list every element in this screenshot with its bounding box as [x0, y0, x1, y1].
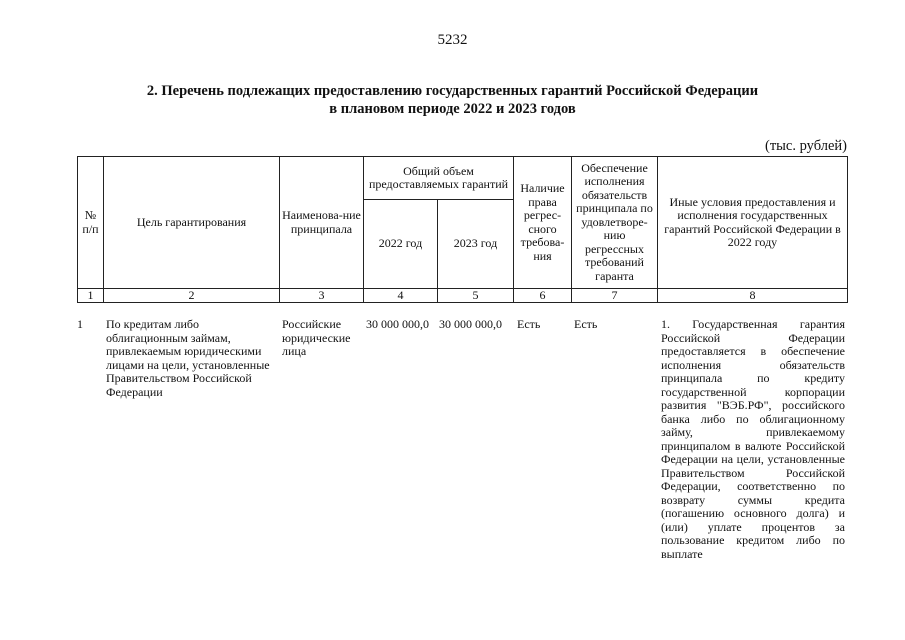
- row-amount-2023: 30 000 000,0: [439, 317, 502, 331]
- column-number: 3: [280, 289, 364, 303]
- header-security: Обеспечение исполнения обязательств принципала по удовлетворе-нию регрессных требований гаранта: [572, 157, 658, 289]
- header-regress: Наличие права регрес-сного требова-ния: [514, 157, 572, 289]
- row-regress: Есть: [517, 317, 541, 331]
- header-year-2022: 2022 год: [364, 200, 438, 289]
- column-number: 1: [78, 289, 104, 303]
- header-purpose: Цель гарантирования: [104, 157, 280, 289]
- header-principal: Наименова-ние принципала: [280, 157, 364, 289]
- column-number: 2: [104, 289, 280, 303]
- header-total-volume: Общий объем предоставляемых гарантий: [364, 157, 514, 200]
- document-title: [60, 82, 845, 118]
- header-num: № п/п: [78, 157, 104, 289]
- column-number: 7: [572, 289, 658, 303]
- row-amount-2022: 30 000 000,0: [366, 317, 429, 331]
- header-year-2023: 2023 год: [438, 200, 514, 289]
- page-number: 5232: [437, 32, 468, 48]
- row-security: Есть: [574, 317, 598, 331]
- column-number: 5: [438, 289, 514, 303]
- guarantees-table-header: [77, 156, 848, 303]
- row-num: 1: [77, 317, 83, 331]
- column-number: 8: [658, 289, 848, 303]
- title-line-2: в плановом периоде 2022 и 2023 годов: [329, 101, 576, 117]
- row-principal: Российские юридические лица: [282, 317, 351, 358]
- column-number: 6: [514, 289, 572, 303]
- column-number: 4: [364, 289, 438, 303]
- row-purpose: По кредитам либо облигационным займам, привлекаемым юридическими лицами на цели, установленные Правительством Российской Федерации: [106, 317, 270, 399]
- header-other-conditions: Иные условия предоставления и исполнения государственных гарантий Российской Федерации в 2022 году: [658, 157, 848, 289]
- title-line-1: 2. Перечень подлежащих предоставлению государственных гарантий Российской Федерации: [146, 83, 759, 99]
- row-other-conditions: 1. Государственная гарантия Российской Федерации предоставляется в обеспечение исполнения обязательств принципала по кредиту государственной корпорации развития "ВЭБ.РФ", российского банка либо по облигационному займу, привлекаемому принципалом в валюте Российской Федерации на цели, установленные Правительством Российской Федерации, соответственно по возврату суммы кредита (погашению основного долга) и (или) уплате процентов за пользование кредитом либо по выплате: [661, 317, 845, 561]
- unit-label: (тыс. рублей): [765, 138, 847, 154]
